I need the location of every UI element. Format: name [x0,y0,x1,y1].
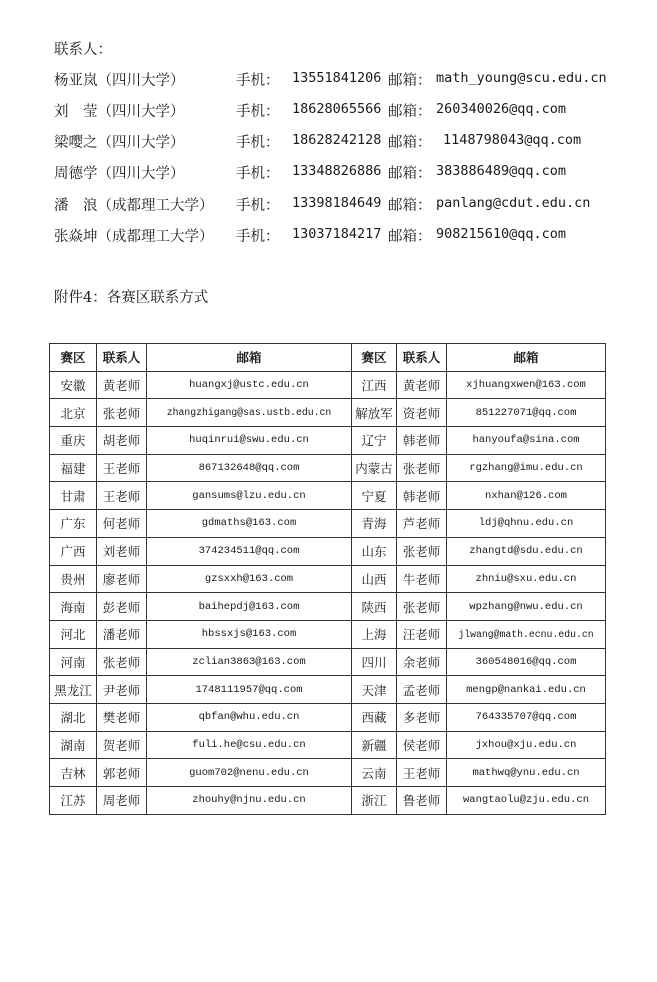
contact-cell: 王老师 [397,759,447,787]
table-header-row [50,344,606,372]
region-cell: 广东 [50,510,97,538]
email-cell[interactable]: mathwq@ynu.edu.cn [447,759,606,787]
email-cell[interactable]: zhangtd@sdu.edu.cn [447,537,606,565]
region-cell: 河南 [50,648,97,676]
table-row [50,648,606,676]
email-cell[interactable]: 764335707@qq.com [447,703,606,731]
table-row [50,371,606,399]
contact-name: 张焱坤（成都理工大学） [54,229,214,245]
region-cell: 四川 [352,648,397,676]
email-cell[interactable]: jxhou@xju.edu.cn [447,731,606,759]
email-cell[interactable]: ldj@qhnu.edu.cn [447,510,606,538]
contact-cell: 樊老师 [97,703,147,731]
contact-phone: 18628065566 [292,101,382,117]
header-contact: 联系人 [97,344,147,372]
email-label: 邮箱： [388,104,432,120]
contact-row [54,69,654,91]
table-row [50,759,606,787]
region-cell: 上海 [352,620,397,648]
contact-phone: 18628242128 [292,132,382,148]
contact-phone: 13348826886 [292,163,382,179]
contact-cell: 芦老师 [397,510,447,538]
table-row [50,537,606,565]
contact-row [54,194,654,216]
email-label: 邮箱： [388,166,432,182]
email-cell[interactable]: gansums@lzu.edu.cn [147,482,352,510]
contact-cell: 黄老师 [397,371,447,399]
email-cell[interactable]: hbssxjs@163.com [147,620,352,648]
region-cell: 宁夏 [352,482,397,510]
region-cell: 辽宁 [352,427,397,455]
contact-cell: 鲁老师 [397,787,447,815]
contact-cell: 张老师 [97,399,147,427]
table-body [50,371,606,814]
region-cell: 江苏 [50,787,97,815]
attachment-title: 附件4：各赛区联系方式 [54,290,209,306]
region-cell: 内蒙古 [352,454,397,482]
email-cell[interactable]: 851227071@qq.com [447,399,606,427]
header-email: 邮箱 [147,344,352,372]
table-row [50,620,606,648]
email-cell[interactable]: mengp@nankai.edu.cn [447,676,606,704]
contact-cell: 彭老师 [97,593,147,621]
table-row [50,454,606,482]
contact-name: 杨亚岚（四川大学） [54,73,185,89]
email-cell[interactable]: wpzhang@nwu.edu.cn [447,593,606,621]
email-cell[interactable]: hanyoufa@sina.com [447,427,606,455]
contact-cell: 张老师 [397,593,447,621]
contact-cell: 汪老师 [397,620,447,648]
email-cell[interactable]: 374234511@qq.com [147,537,352,565]
region-cell: 江西 [352,371,397,399]
contact-row [54,225,654,247]
phone-label: 手机： [236,198,280,214]
contact-cell: 王老师 [97,454,147,482]
region-cell: 贵州 [50,565,97,593]
table-row [50,399,606,427]
email-cell[interactable]: qbfan@whu.edu.cn [147,703,352,731]
header-contact: 联系人 [397,344,447,372]
contact-cell: 牛老师 [397,565,447,593]
contact-email[interactable]: 260340026@qq.com [436,101,567,117]
table-row [50,787,606,815]
contact-name: 刘 莹（四川大学） [54,104,185,120]
table-row [50,482,606,510]
region-cell: 安徽 [50,371,97,399]
email-cell[interactable]: gdmaths@163.com [147,510,352,538]
contact-name: 潘 浪（成都理工大学） [54,198,214,214]
email-cell[interactable]: 360548016@qq.com [447,648,606,676]
header-region: 赛区 [50,344,97,372]
region-cell: 陕西 [352,593,397,621]
contact-phone: 13551841206 [292,70,382,86]
contact-email[interactable]: math_young@scu.edu.cn [436,70,607,86]
contact-cell: 多老师 [397,703,447,731]
email-cell[interactable]: zclian3863@163.com [147,648,352,676]
phone-label: 手机： [236,73,280,89]
email-cell[interactable]: rgzhang@imu.edu.cn [447,454,606,482]
email-cell[interactable]: nxhan@126.com [447,482,606,510]
contact-cell: 韩老师 [397,482,447,510]
region-cell: 山东 [352,537,397,565]
header-email: 邮箱 [447,344,606,372]
contact-cell: 黄老师 [97,371,147,399]
region-cell: 福建 [50,454,97,482]
region-cell: 山西 [352,565,397,593]
email-cell[interactable]: fuli.he@csu.edu.cn [147,731,352,759]
email-cell[interactable]: jlwang@math.ecnu.edu.cn [447,620,606,648]
email-label: 邮箱： [388,73,432,89]
email-cell[interactable]: zhouhy@njnu.edu.cn [147,787,352,815]
region-cell: 河北 [50,620,97,648]
contact-cell: 资老师 [397,399,447,427]
contact-cell: 尹老师 [97,676,147,704]
email-cell[interactable]: xjhuangxwen@163.com [447,371,606,399]
contact-email[interactable]: panlang@cdut.edu.cn [436,195,591,211]
contact-cell: 张老师 [397,454,447,482]
phone-label: 手机： [236,166,280,182]
contacts-heading: 联系人： [54,42,112,58]
header-region: 赛区 [352,344,397,372]
contact-phone: 13037184217 [292,226,382,242]
phone-label: 手机： [236,104,280,120]
table-row [50,510,606,538]
region-cell: 黑龙江 [50,676,97,704]
region-cell: 湖北 [50,703,97,731]
contact-cell: 周老师 [97,787,147,815]
region-cell: 西藏 [352,703,397,731]
contact-email[interactable]: 1148798043@qq.com [443,132,582,148]
phone-label: 手机： [236,135,280,151]
contact-cell: 张老师 [97,648,147,676]
region-cell: 吉林 [50,759,97,787]
email-label: 邮箱： [388,135,432,151]
table-row [50,676,606,704]
phone-label: 手机： [236,229,280,245]
region-cell: 浙江 [352,787,397,815]
region-cell: 新疆 [352,731,397,759]
table-row [50,427,606,455]
contact-row [54,162,654,184]
region-cell: 北京 [50,399,97,427]
email-cell[interactable]: wangtaolu@zju.edu.cn [447,787,606,815]
region-cell: 青海 [352,510,397,538]
region-cell: 云南 [352,759,397,787]
contact-cell: 郭老师 [97,759,147,787]
table-row [50,565,606,593]
contact-name: 梁嘤之（四川大学） [54,135,185,151]
region-cell: 甘肃 [50,482,97,510]
contact-cell: 侯老师 [397,731,447,759]
email-cell[interactable]: zhniu@sxu.edu.cn [447,565,606,593]
contact-cell: 韩老师 [397,427,447,455]
region-cell: 天津 [352,676,397,704]
contact-cell: 胡老师 [97,427,147,455]
email-cell[interactable]: huangxj@ustc.edu.cn [147,371,352,399]
table-row [50,703,606,731]
contact-email[interactable]: 908215610@qq.com [436,226,567,242]
contact-cell: 潘老师 [97,620,147,648]
contact-name: 周德学（四川大学） [54,166,185,182]
contact-cell: 贺老师 [97,731,147,759]
region-cell: 广西 [50,537,97,565]
region-cell: 解放军 [352,399,397,427]
table-row [50,731,606,759]
contact-phone: 13398184649 [292,195,382,211]
email-label: 邮箱： [388,229,432,245]
email-cell[interactable]: 1748111957@qq.com [147,676,352,704]
region-cell: 湖南 [50,731,97,759]
contact-cell: 何老师 [97,510,147,538]
contact-cell: 孟老师 [397,676,447,704]
email-cell[interactable]: 867132648@qq.com [147,454,352,482]
contact-cell: 余老师 [397,648,447,676]
email-cell[interactable]: gzsxxh@163.com [147,565,352,593]
email-cell[interactable]: guom702@nenu.edu.cn [147,759,352,787]
contact-cell: 廖老师 [97,565,147,593]
contact-email[interactable]: 383886489@qq.com [436,163,567,179]
email-cell[interactable]: huqinrui@swu.edu.cn [147,427,352,455]
contact-row [54,100,654,122]
region-cell: 重庆 [50,427,97,455]
email-cell[interactable]: zhangzhigang@sas.ustb.edu.cn [147,399,352,427]
email-cell[interactable]: baihepdj@163.com [147,593,352,621]
contact-cell: 刘老师 [97,537,147,565]
email-label: 邮箱： [388,198,432,214]
region-contact-table [49,343,606,815]
contact-cell: 张老师 [397,537,447,565]
contact-row [54,131,654,153]
contact-cell: 王老师 [97,482,147,510]
table-row [50,593,606,621]
region-cell: 海南 [50,593,97,621]
